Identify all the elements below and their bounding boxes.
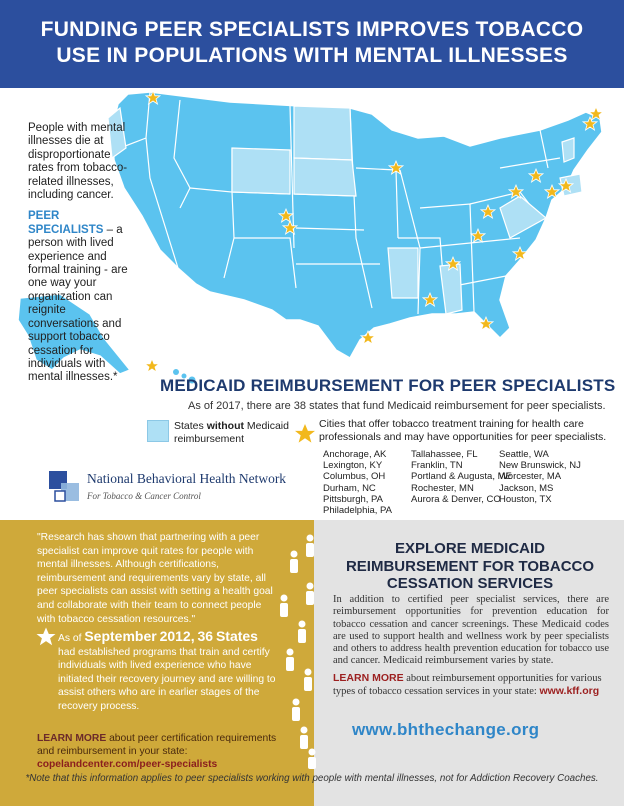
title-line-1: FUNDING PEER SPECIALISTS IMPROVES TOBACCO (40, 18, 584, 41)
city-item: Lexington, KY (323, 460, 383, 472)
people-icons (264, 530, 324, 770)
city-item: New Brunswick, NJ (499, 460, 581, 472)
learn-more-certification (37, 732, 287, 771)
legend-label-cities: Cities that offer tobacco treatment training for health care professionals and may have opportunities for peer specialists. (319, 418, 607, 443)
logo-tagline: For Tobacco & Cancer Control (87, 491, 201, 501)
person-icon (304, 669, 312, 692)
person-icon (290, 551, 298, 574)
learn-more-reimbursement (333, 672, 609, 699)
city-item: Tallahassee, FL (411, 449, 478, 460)
intro-text (28, 122, 128, 393)
learn-more-label: LEARN MORE (37, 733, 107, 744)
city-item: Columbus, OH (323, 471, 386, 483)
person-icon (286, 649, 294, 672)
city-item: Portland & Augusta, ME (411, 471, 512, 483)
city-item: Philadelphia, PA (323, 504, 393, 516)
city-item: Rochester, MN (411, 482, 474, 494)
person-icon (298, 621, 306, 644)
star-icon (294, 423, 316, 445)
city-item: Seattle, WA (499, 449, 549, 460)
medicaid-subtitle: As of 2017, there are 38 states that fund Medicaid reimbursement for peer specialists. (188, 400, 606, 412)
city-item: Worcester, MA (499, 471, 562, 483)
logo-mark-icon (47, 469, 83, 507)
page-title (0, 0, 624, 69)
legend-text-post: Medicaid reimbursement (174, 420, 289, 445)
footnote: *Note that this information applies to peer specialists working with people with mental illnesses, not for Addiction Recovery Coaches. (25, 773, 599, 784)
title-line-2: USE IN POPULATIONS WITH MENTAL ILLNESSES (56, 44, 568, 67)
legend-label-no-medicaid (174, 420, 294, 445)
person-icon (306, 535, 314, 558)
peer-specialists-definition: – a person with lived experience and formal training - are one way your organization can reignite conversations and support tobacco cessation for individuals with mental illnesses.* (28, 223, 128, 384)
page-header (0, 0, 624, 88)
intro-paragraph-2 (28, 210, 128, 384)
learn-more-text: about peer certification requirements and reimbursement in your state: (37, 733, 277, 757)
learn-more-label: LEARN MORE (333, 672, 404, 684)
person-icon (308, 749, 316, 770)
asof-year: 2012, (159, 628, 195, 644)
person-icon (292, 699, 300, 722)
legend-text-bold: without (206, 420, 245, 432)
copeland-link[interactable]: copelandcenter.com/peer-specialists (37, 759, 218, 770)
peer-specialists-label: PEER SPECIALISTS (28, 210, 104, 236)
medicaid-title: MEDICAID REIMBURSEMENT FOR PEER SPECIALISTS (160, 376, 616, 395)
person-icon (306, 583, 314, 606)
nbhn-logo (47, 469, 297, 509)
kff-link[interactable]: www.kff.org (539, 685, 600, 698)
logo-name: National Behavioral Health Network (87, 471, 287, 486)
explore-title: EXPLORE MEDICAID REIMBURSEMENT FOR TOBACCO CESSATION SERVICES (345, 540, 595, 592)
star-icon (36, 627, 56, 647)
cities-column-1 (323, 449, 392, 516)
bhthechange-link[interactable]: www.bhthechange.org (352, 720, 540, 739)
learn-more-text: about reimbursement opportunities for various types of tobacco cessation services in your state: (333, 673, 602, 698)
intro-paragraph-1: People with mental illnesses die at disproportionate rates from tobacco-related illnesses, including cancer. (28, 122, 128, 202)
asof-rest: had established programs that train and certify individuals with lived experience who have initiated their recovery journey and are willing to assist others who are in earlier stages of the recovery process. (58, 646, 276, 712)
city-item: Pittsburgh, PA (323, 493, 384, 505)
city-item: Houston, TX (499, 493, 552, 505)
city-item: Jackson, MS (499, 482, 554, 494)
asof-count: 36 (197, 628, 214, 644)
legend-swatch-no-medicaid (147, 420, 169, 442)
star-anchorage (145, 359, 159, 372)
asof-month: September (84, 628, 157, 644)
person-icon (300, 727, 308, 750)
city-item: Anchorage, AK (323, 449, 387, 460)
cities-column-2 (411, 449, 512, 505)
cities-column-3 (499, 449, 581, 505)
city-item: Aurora & Denver, CO (411, 493, 501, 505)
explore-body: In addition to certified peer specialist services, there are reimbursement opportunities for prevention education for tobacco cessation and cancer screenings. These Medicaid codes are used to support health and wellness work by peer specialists and others to address health prevention education for tobacco use and cancer. Medicaid reimbursement varies by state. (333, 594, 609, 667)
legend-text-pre: States (174, 420, 207, 432)
city-item: Durham, NC (323, 482, 376, 494)
as-of-statement (58, 630, 278, 714)
person-icon (280, 595, 288, 618)
asof-states: States (215, 628, 258, 644)
asof-pre: As of (58, 633, 85, 644)
city-item: Franklin, TN (411, 460, 463, 472)
research-quote: "Research has shown that partnering with a peer specialist can improve quit rates for people with mental illnesses. Although certifications, reimbursement and requirements vary by state, all peer specialists can assist with setting a health goal and collaborate with their team to connect people with tobacco cessation resources." (37, 532, 273, 625)
